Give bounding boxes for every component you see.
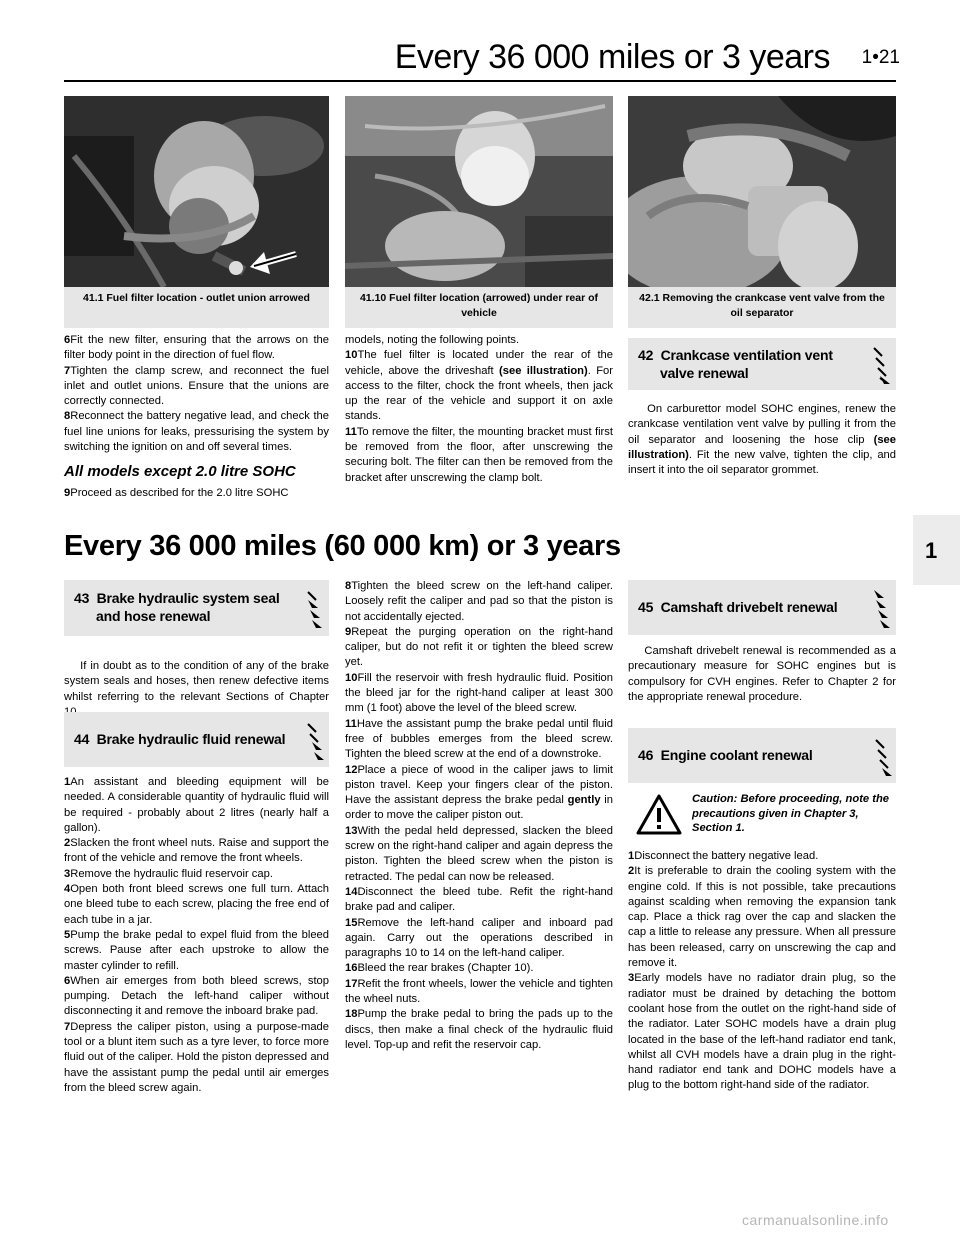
paragraph: 11To remove the filter, the mounting bracket must first be removed from the floor, after unscrewing the securing bolt. The filter can then be removed from the bracket after unscrewing the clamp bolt. bbox=[345, 425, 613, 484]
paragraph: 3Early models have no radiator drain plug, so the radiator must be drained by detaching the bottom coolant hose from the outlet on the right-hand side of the radiator. Later SOHC models have a drain plug located in the base of the left-hand radiator end tank, whilst all CVH models have a drain plug in the right-hand radiator end tank and DOHC models have a plug to the bottom right-hand side of the radiator. bbox=[628, 972, 896, 1092]
subheading: All models except 2.0 litre SOHC bbox=[64, 463, 296, 481]
paragraph: 9Proceed as described for the 2.0 litre SOHC bbox=[64, 486, 289, 499]
difficulty-spanner-icon bbox=[872, 736, 894, 776]
photo-caption: 41.10 Fuel filter location (arrowed) under rear of vehicle bbox=[359, 292, 599, 319]
section-heading-box bbox=[64, 580, 329, 636]
photo-crankcase-vent-valve bbox=[628, 96, 896, 287]
paragraph: 16Bleed the rear brakes (Chapter 10). bbox=[345, 962, 534, 975]
paragraph: 8Tighten the bleed screw on the left-hand caliper. Loosely refit the caliper and pad so that the piston is not accidentally ejected. bbox=[345, 580, 613, 623]
photo-fuel-filter-rear bbox=[345, 96, 613, 287]
difficulty-spanner-icon bbox=[872, 588, 894, 628]
text-column-bottom-2 bbox=[345, 579, 613, 1053]
section-heading-box bbox=[64, 712, 329, 767]
text-column-top-3 bbox=[628, 402, 896, 478]
difficulty-spanner-icon bbox=[304, 588, 326, 628]
paragraph: If in doubt as to the condition of any of the brake system seals and hoses, then renew defective items whilst referring to the relevant Sections of Chapter bbox=[64, 660, 330, 703]
paragraph: 9Repeat the purging operation on the right-hand caliper, but do not refit it or tighten the bleed screw yet. bbox=[345, 625, 613, 669]
text-column-top-1 bbox=[64, 333, 329, 501]
page-number: 1•21 bbox=[861, 47, 900, 68]
paragraph: 10The fuel filter is located under the rear of the vehicle, above the driveshaft (see illustration). For access to the filter, chock the front wheels, then jack up the rear of the vehicle and support it on axle stands. bbox=[345, 349, 613, 423]
paragraph: 12Place a piece of wood in the caliper jaws to limit piston travel. Keep your fingers clear of the piston. Have the assistant depress the brake pedal gently in order to move the caliper piston out. bbox=[345, 763, 613, 822]
paragraph: 7Tighten the clamp screw, and reconnect the fuel inlet and outlet unions. Ensure that the unions are correctly connected. bbox=[64, 364, 329, 408]
paragraph: 15Remove the left-hand caliper and inboard pad again. Carry out the operations described in paragraphs 10 to 14 on the left-hand caliper. bbox=[345, 916, 613, 960]
paragraph: 1Disconnect the battery negative lead. bbox=[628, 850, 819, 862]
paragraph: 14Disconnect the bleed tube. Refit the right-hand brake pad and caliper. bbox=[345, 885, 613, 914]
text-column-bottom-3b bbox=[628, 849, 896, 1094]
paragraph: 10Fill the reservoir with fresh hydraulic fluid. Position the bleed jar for the right-hand caliper at least 300 mm (1 foot) above the level of the bleed screw. bbox=[345, 671, 613, 715]
chapter-tab bbox=[913, 515, 960, 585]
difficulty-spanner-icon bbox=[304, 720, 326, 760]
section-heading-box bbox=[628, 338, 896, 390]
text-column-bottom-1a bbox=[64, 659, 329, 720]
photo-caption: 41.1 Fuel filter location - outlet union arrowed bbox=[83, 292, 310, 304]
header-rule bbox=[64, 80, 896, 82]
paragraph: 6When air emerges from both bleed screws, stop pumping. Detach the left-hand caliper without disconnecting it and remove the inboard brake pad. bbox=[64, 974, 329, 1018]
paragraph: 18Pump the brake pedal to bring the pads up to the discs, then make a final check of the hydraulic fluid level. Top-up and refit the reservoir cap. bbox=[345, 1008, 613, 1051]
watermark: carmanualsonline.info bbox=[742, 1212, 889, 1228]
text-column-top-2 bbox=[345, 333, 613, 486]
caution-note: Caution: Before proceeding, note the precautions given in Chapter 3, Section 1. bbox=[692, 793, 890, 834]
section-title: 44 Brake hydraulic fluid renewal bbox=[74, 731, 286, 747]
photo-caption: 42.1 Removing the crankcase vent valve from the oil separator bbox=[639, 292, 885, 319]
paragraph: 1An assistant and bleeding equipment will be needed. A considerable quantity of hydraulic fluid will be required - probably about 2 litres (nearly half a gallon). bbox=[64, 776, 329, 834]
paragraph: 2It is preferable to drain the cooling system with the engine cold. If this is not possible, take precautions against scalding when removing the expansion tank cap. Place a thick rag over the cap and slacken the cap a little to release any pressure. When all pressure has been released, carry on unscrewing the cap and remove it. bbox=[628, 865, 896, 970]
paragraph: 6Fit the new filter, ensuring that the arrows on the filter body point in the direction of fuel flow. bbox=[64, 334, 329, 362]
text-column-bottom-3a bbox=[628, 644, 896, 705]
section-title: 42 Crankcase ventilation vent valve renewal bbox=[638, 347, 833, 381]
photo-caption-box bbox=[628, 287, 896, 328]
paragraph: 8Reconnect the battery negative lead, and check the fuel line unions for leaks, pressurising the system by switching the ignition on and off several times. bbox=[64, 410, 329, 454]
page-title: Every 36 000 miles or 3 years bbox=[394, 38, 830, 76]
paragraph: 7Depress the caliper piston, using a purpose-made tool or a blunt item such as a tyre lever, to force more fluid out of the caliper. Hold the piston depressed and have the assistant pump the pedal until air emerges from the bleed screw again. bbox=[64, 1020, 329, 1094]
section-heading-box bbox=[628, 728, 896, 783]
difficulty-spanner-icon bbox=[870, 344, 892, 384]
photo-caption-box bbox=[64, 287, 329, 328]
chapter-tab-label: 1 bbox=[925, 538, 938, 563]
paragraph: 17Refit the front wheels, lower the vehicle and tighten the wheel nuts. bbox=[345, 977, 613, 1006]
paragraph: 13With the pedal held depressed, slacken the bleed screw on the right-hand caliper and again depress the piston. Tighten the bleed screw when the piston is retracted. The pedal can now be released. bbox=[345, 824, 613, 883]
warning-icon bbox=[636, 793, 682, 835]
section-title: 45 Camshaft drivebelt renewal bbox=[638, 599, 838, 615]
text-column-bottom-1b bbox=[64, 775, 329, 1096]
page-header bbox=[394, 38, 900, 78]
photo-caption-box bbox=[345, 287, 613, 328]
paragraph: models, noting the following points. bbox=[345, 334, 520, 346]
section-title: 43 Brake hydraulic system seal and hose renewal bbox=[74, 590, 280, 624]
paragraph: 4Open both front bleed screws one full turn. Attach one bleed tube to each screw, placing the free end of each tube in a jar. bbox=[64, 883, 329, 926]
section-heading: Every 36 000 miles (60 000 km) or 3 years bbox=[64, 530, 621, 562]
photo-fuel-filter-outlet bbox=[64, 96, 329, 287]
section-heading-box bbox=[628, 580, 896, 635]
section-title: 46 Engine coolant renewal bbox=[638, 747, 813, 763]
paragraph: 5Pump the brake pedal to expel fluid from the bleed screws. Pause after each upstroke to allow the master cylinder to refill. bbox=[64, 928, 329, 972]
paragraph: Camshaft drivebelt renewal is recommended as a precautionary measure for SOHC engines but is compulsory for CVH engines. Refer to Chapter 2 for the appropriate renewal procedure. bbox=[628, 645, 897, 703]
paragraph: 2Slacken the front wheel nuts. Raise and support the front of the vehicle and remove the front wheels. bbox=[64, 837, 329, 865]
paragraph: 11Have the assistant pump the brake pedal until fluid free of bubbles emerges from the bleed screw. Tighten the bleed screw at the end of a downstroke. bbox=[345, 717, 613, 761]
paragraph: 3Remove the hydraulic fluid reservoir cap. bbox=[64, 867, 273, 880]
paragraph: On carburettor model SOHC engines, renew the crankcase ventilation vent valve by pulling it from the oil separator and loosening the hose clip (see illustration). Fit the new valve, tighten the clip, and insert it into the oil separator grommet. bbox=[628, 403, 896, 477]
